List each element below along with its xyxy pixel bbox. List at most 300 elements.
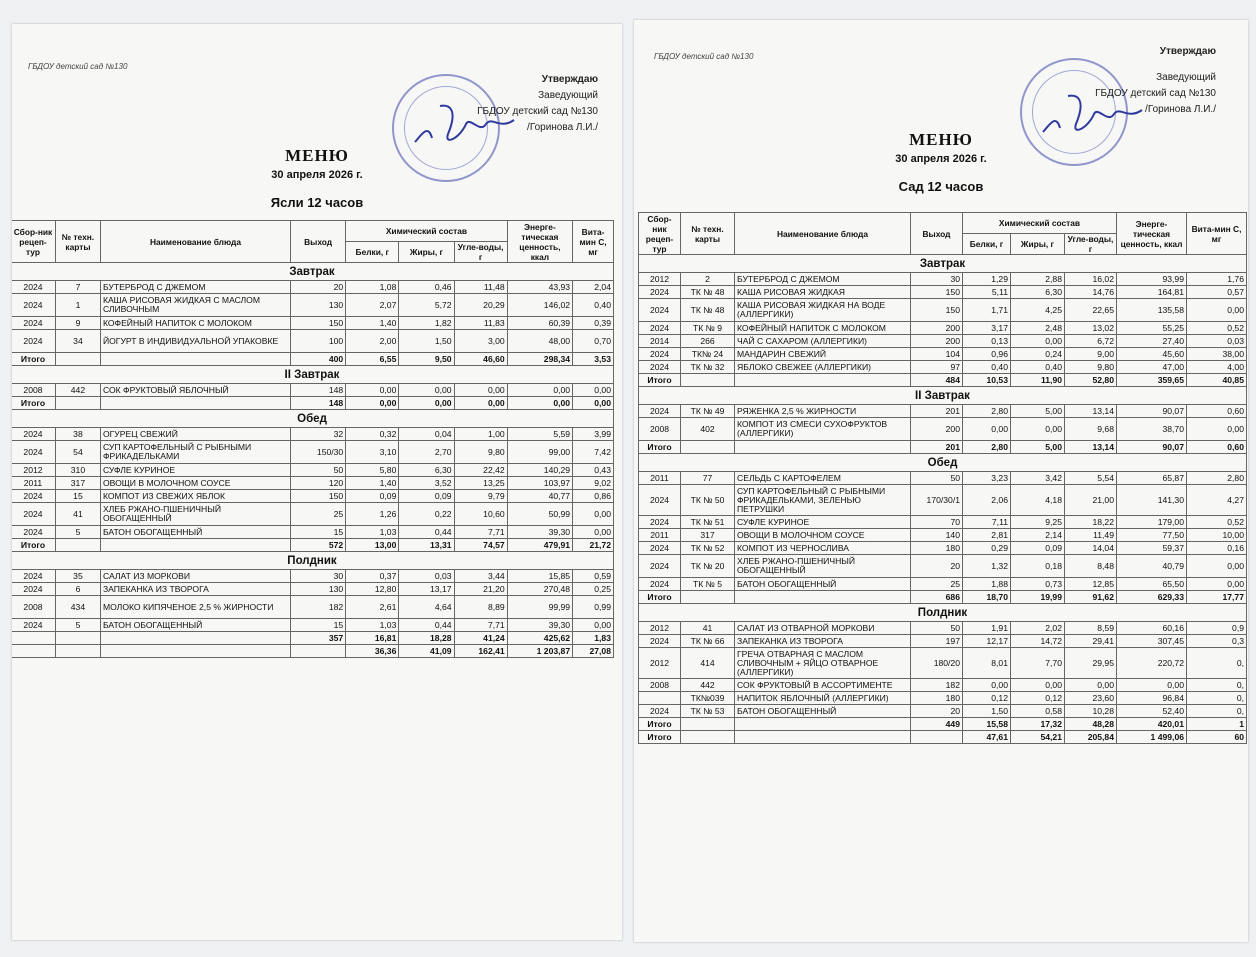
energy-cell: 47,00: [1117, 361, 1187, 374]
tech-card-cell: ТК№039: [681, 692, 735, 705]
carbs-cell: 74,57: [454, 539, 507, 552]
portion-cell: 30: [291, 570, 346, 583]
dish-name-cell: ЗАПЕКАНКА ИЗ ТВОРОГА: [100, 583, 290, 596]
proteins-cell: 3,10: [346, 441, 399, 464]
table-row: [12, 619, 614, 632]
portion-cell: 201: [911, 405, 963, 418]
fats-cell: 2,88: [1011, 273, 1065, 286]
proteins-cell: 0,32: [346, 428, 399, 441]
proteins-cell: 0,00: [963, 418, 1011, 441]
dish-name-cell: ОВОЩИ В МОЛОЧНОМ СОУСЕ: [735, 529, 911, 542]
recipe-collection-cell: 2008: [12, 596, 55, 619]
dish-name-cell: МОЛОКО КИПЯЧЕНОЕ 2,5 % ЖИРНОСТИ: [100, 596, 290, 619]
total-row: [639, 374, 1247, 387]
carbs-cell: 48,28: [1065, 718, 1117, 731]
carbs-cell: 9,80: [454, 441, 507, 464]
fats-cell: 0,09: [1011, 542, 1065, 555]
fats-cell: 3,52: [399, 477, 454, 490]
table-row: [639, 485, 1247, 516]
portion-cell: 25: [291, 503, 346, 526]
proteins-cell: 6,55: [346, 353, 399, 366]
vitamin-c-cell: 0,: [1187, 705, 1247, 718]
approval-position: Заведующий: [538, 90, 598, 101]
energy-cell: 99,99: [507, 596, 572, 619]
recipe-collection-cell: 2012: [639, 648, 681, 679]
portion-cell: 201: [911, 441, 963, 454]
proteins-cell: 0,12: [963, 692, 1011, 705]
carbs-cell: 11,49: [1065, 529, 1117, 542]
dish-name-cell: КОМПОТ ИЗ ЧЕРНОСЛИВА: [735, 542, 911, 555]
recipe-collection-cell: 2024: [639, 322, 681, 335]
tech-card-cell: 77: [681, 472, 735, 485]
energy-cell: 99,00: [507, 441, 572, 464]
header-dish-name: Наименование блюда: [735, 213, 911, 255]
proteins-cell: 3,17: [963, 322, 1011, 335]
vitamin-c-cell: 0,00: [1187, 578, 1247, 591]
recipe-collection-cell: 2024: [639, 405, 681, 418]
table-row: [12, 428, 614, 441]
dish-name-cell: БУТЕРБРОД С ДЖЕМОМ: [100, 281, 290, 294]
fats-cell: 2,02: [1011, 622, 1065, 635]
recipe-collection-cell: 2024: [12, 526, 55, 539]
carbs-cell: 14,76: [1065, 286, 1117, 299]
dish-name-cell: БУТЕРБРОД С ДЖЕМОМ: [735, 273, 911, 286]
portion-cell: 120: [291, 477, 346, 490]
proteins-cell: 36,36: [346, 645, 399, 658]
recipe-collection-cell: 2024: [639, 516, 681, 529]
fats-cell: 0,12: [1011, 692, 1065, 705]
vitamin-c-cell: 27,08: [573, 645, 614, 658]
proteins-cell: 0,00: [346, 397, 399, 410]
recipe-collection-cell: Итого: [12, 539, 55, 552]
vitamin-c-cell: 4,27: [1187, 485, 1247, 516]
fats-cell: 14,72: [1011, 635, 1065, 648]
tech-card-cell: 317: [55, 477, 100, 490]
table-row: [639, 335, 1247, 348]
proteins-cell: 2,61: [346, 596, 399, 619]
proteins-cell: 1,03: [346, 619, 399, 632]
vitamin-c-cell: 0,60: [1187, 405, 1247, 418]
tech-card-cell: [681, 731, 735, 744]
vitamin-c-cell: 0,: [1187, 648, 1247, 679]
recipe-collection-cell: 2024: [12, 330, 55, 353]
carbs-cell: 46,60: [454, 353, 507, 366]
tech-card-cell: ТК № 49: [681, 405, 735, 418]
vitamin-c-cell: 0,70: [573, 330, 614, 353]
tech-card-cell: 41: [681, 622, 735, 635]
carbs-cell: 13,02: [1065, 322, 1117, 335]
carbs-cell: 8,89: [454, 596, 507, 619]
recipe-collection-cell: 2024: [12, 570, 55, 583]
tech-card-cell: 434: [55, 596, 100, 619]
recipe-collection-cell: 2024: [639, 348, 681, 361]
tech-card-cell: [55, 539, 100, 552]
vitamin-c-cell: 4,00: [1187, 361, 1247, 374]
portion-cell: 180: [911, 542, 963, 555]
portion-cell: 170/30/1: [911, 485, 963, 516]
vitamin-c-cell: 21,72: [573, 539, 614, 552]
recipe-collection-cell: 2024: [12, 428, 55, 441]
energy-cell: 52,40: [1117, 705, 1187, 718]
carbs-cell: 13,25: [454, 477, 507, 490]
fats-cell: 54,21: [1011, 731, 1065, 744]
recipe-collection-cell: 2024: [639, 485, 681, 516]
portion-cell: 150: [291, 317, 346, 330]
energy-cell: 629,33: [1117, 591, 1187, 604]
recipe-collection-cell: 2014: [639, 335, 681, 348]
tech-card-cell: 41: [55, 503, 100, 526]
vitamin-c-cell: 0,00: [573, 526, 614, 539]
tech-card-cell: 310: [55, 464, 100, 477]
table-row: [639, 555, 1247, 578]
proteins-cell: 1,91: [963, 622, 1011, 635]
energy-cell: 0,00: [1117, 679, 1187, 692]
table-row: [639, 472, 1247, 485]
recipe-collection-cell: 2024: [639, 361, 681, 374]
tech-card-cell: 35: [55, 570, 100, 583]
approval-heading: Утверждаю: [1159, 46, 1216, 57]
proteins-cell: 16,81: [346, 632, 399, 645]
table-row: [639, 692, 1247, 705]
carbs-cell: 10,28: [1065, 705, 1117, 718]
fats-cell: 13,31: [399, 539, 454, 552]
fats-cell: 7,70: [1011, 648, 1065, 679]
total-row: [639, 591, 1247, 604]
table-row: [639, 635, 1247, 648]
total-row: [12, 632, 614, 645]
carbs-cell: 14,04: [1065, 542, 1117, 555]
carbs-cell: 91,62: [1065, 591, 1117, 604]
recipe-collection-cell: 2024: [12, 503, 55, 526]
vitamin-c-cell: 3,99: [573, 428, 614, 441]
vitamin-c-cell: 40,85: [1187, 374, 1247, 387]
meal-section-title: Полдник: [12, 552, 614, 570]
energy-cell: 103,97: [507, 477, 572, 490]
vitamin-c-cell: 0,59: [573, 570, 614, 583]
energy-cell: 39,30: [507, 526, 572, 539]
portion-cell: 30: [911, 273, 963, 286]
table-row: [12, 490, 614, 503]
table-row: [639, 516, 1247, 529]
organization-name: ГБДОУ детский сад №130: [28, 62, 128, 71]
vitamin-c-cell: 0,40: [573, 294, 614, 317]
tech-card-cell: 38: [55, 428, 100, 441]
vitamin-c-cell: 17,77: [1187, 591, 1247, 604]
fats-cell: 6,30: [399, 464, 454, 477]
menu-table: [12, 220, 614, 658]
table-row: [639, 705, 1247, 718]
proteins-cell: 1,71: [963, 299, 1011, 322]
header-proteins: Белки, г: [963, 234, 1011, 255]
energy-cell: 140,29: [507, 464, 572, 477]
approval-organization: ГБДОУ детский сад №130: [477, 106, 598, 117]
carbs-cell: 13,14: [1065, 441, 1117, 454]
carbs-cell: 21,00: [1065, 485, 1117, 516]
fats-cell: 0,04: [399, 428, 454, 441]
energy-cell: 0,00: [507, 397, 572, 410]
fats-cell: 0,58: [1011, 705, 1065, 718]
dish-name-cell: КОФЕЙНЫЙ НАПИТОК С МОЛОКОМ: [100, 317, 290, 330]
vitamin-c-cell: 2,80: [1187, 472, 1247, 485]
dish-name-cell: ГРЕЧА ОТВАРНАЯ С МАСЛОМ СЛИВОЧНЫМ + ЯЙЦО ОТВАРНОЕ (АЛЛЕРГИКИ): [735, 648, 911, 679]
meal-section-title: Завтрак: [639, 255, 1247, 273]
portion-cell: 15: [291, 526, 346, 539]
meal-section-title: Обед: [12, 410, 614, 428]
carbs-cell: 5,54: [1065, 472, 1117, 485]
energy-cell: 141,30: [1117, 485, 1187, 516]
energy-cell: 40,79: [1117, 555, 1187, 578]
carbs-cell: 162,41: [454, 645, 507, 658]
total-row: [12, 645, 614, 658]
energy-cell: 359,65: [1117, 374, 1187, 387]
proteins-cell: 1,03: [346, 526, 399, 539]
dish-name-cell: [100, 645, 290, 658]
fats-cell: 0,73: [1011, 578, 1065, 591]
proteins-cell: 1,29: [963, 273, 1011, 286]
fats-cell: 0,00: [399, 397, 454, 410]
vitamin-c-cell: 0,25: [573, 583, 614, 596]
carbs-cell: 205,84: [1065, 731, 1117, 744]
tech-card-cell: [681, 718, 735, 731]
header-energy: Энерге-тическая ценность, ккал: [1117, 213, 1187, 255]
carbs-cell: 0,00: [454, 397, 507, 410]
menu-table: [638, 212, 1247, 744]
portion-cell: 150/30: [291, 441, 346, 464]
fats-cell: 0,44: [399, 619, 454, 632]
recipe-collection-cell: Итого: [639, 731, 681, 744]
vitamin-c-cell: 1,76: [1187, 273, 1247, 286]
energy-cell: 298,34: [507, 353, 572, 366]
tech-card-cell: ТК № 20: [681, 555, 735, 578]
dish-name-cell: КОФЕЙНЫЙ НАПИТОК С МОЛОКОМ: [735, 322, 911, 335]
recipe-collection-cell: [639, 692, 681, 705]
header-tech-card: № техн. карты: [681, 213, 735, 255]
dish-name-cell: СЕЛЬДЬ С КАРТОФЕЛЕМ: [735, 472, 911, 485]
portion-cell: 50: [911, 472, 963, 485]
energy-cell: 60,16: [1117, 622, 1187, 635]
vitamin-c-cell: 0,86: [573, 490, 614, 503]
tech-card-cell: 266: [681, 335, 735, 348]
carbs-cell: 11,48: [454, 281, 507, 294]
meal-section-title: Завтрак: [12, 263, 614, 281]
vitamin-c-cell: 0,39: [573, 317, 614, 330]
carbs-cell: 9,80: [1065, 361, 1117, 374]
vitamin-c-cell: 1,83: [573, 632, 614, 645]
dish-name-cell: КОМПОТ ИЗ СВЕЖИХ ЯБЛОК: [100, 490, 290, 503]
dish-name-cell: ХЛЕБ РЖАНО-ПШЕНИЧНЫЙ ОБОГАЩЕННЫЙ: [100, 503, 290, 526]
fats-cell: 0,24: [1011, 348, 1065, 361]
fats-cell: 4,25: [1011, 299, 1065, 322]
carbs-cell: 9,79: [454, 490, 507, 503]
energy-cell: 27,40: [1117, 335, 1187, 348]
table-row: [12, 441, 614, 464]
recipe-collection-cell: Итого: [12, 353, 55, 366]
fats-cell: 4,18: [1011, 485, 1065, 516]
proteins-cell: 15,58: [963, 718, 1011, 731]
proteins-cell: 1,40: [346, 477, 399, 490]
header-energy: Энерге-тическая ценность, ккал: [507, 221, 572, 263]
menu-date: 30 апреля 2026 г.: [895, 153, 987, 165]
dish-name-cell: [735, 441, 911, 454]
carbs-cell: 29,95: [1065, 648, 1117, 679]
tech-card-cell: ТК № 51: [681, 516, 735, 529]
recipe-collection-cell: 2024: [12, 294, 55, 317]
header-portion: Выход: [911, 213, 963, 255]
recipe-collection-cell: 2012: [639, 622, 681, 635]
proteins-cell: 0,09: [346, 490, 399, 503]
energy-cell: 5,59: [507, 428, 572, 441]
dish-name-cell: ХЛЕБ РЖАНО-ПШЕНИЧНЫЙ ОБОГАЩЕННЫЙ: [735, 555, 911, 578]
recipe-collection-cell: 2024: [639, 542, 681, 555]
dish-name-cell: БАТОН ОБОГАЩЕННЫЙ: [100, 619, 290, 632]
proteins-cell: 12,17: [963, 635, 1011, 648]
tech-card-cell: ТК № 50: [681, 485, 735, 516]
proteins-cell: 47,61: [963, 731, 1011, 744]
tech-card-cell: 317: [681, 529, 735, 542]
carbs-cell: 0,00: [1065, 679, 1117, 692]
fats-cell: 9,25: [1011, 516, 1065, 529]
tech-card-cell: 6: [55, 583, 100, 596]
recipe-collection-cell: 2024: [639, 705, 681, 718]
table-row: [639, 679, 1247, 692]
recipe-collection-cell: 2008: [639, 679, 681, 692]
menu-group: Ясли 12 часов: [270, 195, 364, 210]
portion-cell: 572: [291, 539, 346, 552]
energy-cell: 179,00: [1117, 516, 1187, 529]
portion-cell: 70: [911, 516, 963, 529]
energy-cell: 146,02: [507, 294, 572, 317]
fats-cell: 11,90: [1011, 374, 1065, 387]
dish-name-cell: МАНДАРИН СВЕЖИЙ: [735, 348, 911, 361]
recipe-collection-cell: 2012: [639, 273, 681, 286]
meal-section-title: II Завтрак: [639, 387, 1247, 405]
fats-cell: 6,30: [1011, 286, 1065, 299]
fats-cell: 0,00: [399, 384, 454, 397]
approval-position: Заведующий: [1156, 72, 1216, 83]
fats-cell: 0,18: [1011, 555, 1065, 578]
recipe-collection-cell: 2024: [639, 299, 681, 322]
tech-card-cell: 54: [55, 441, 100, 464]
fats-cell: 17,32: [1011, 718, 1065, 731]
fats-cell: 2,70: [399, 441, 454, 464]
proteins-cell: 1,40: [346, 317, 399, 330]
recipe-collection-cell: 2008: [12, 384, 55, 397]
vitamin-c-cell: 0,16: [1187, 542, 1247, 555]
dish-name-cell: РЯЖЕНКА 2,5 % ЖИРНОСТИ: [735, 405, 911, 418]
recipe-collection-cell: [12, 632, 55, 645]
portion-cell: 50: [291, 464, 346, 477]
portion-cell: 130: [291, 294, 346, 317]
table-row: [639, 648, 1247, 679]
header-proteins: Белки, г: [346, 242, 399, 263]
header-portion: Выход: [291, 221, 346, 263]
recipe-collection-cell: 2024: [12, 490, 55, 503]
energy-cell: 93,99: [1117, 273, 1187, 286]
tech-card-cell: [681, 374, 735, 387]
proteins-cell: 0,29: [963, 542, 1011, 555]
fats-cell: 0,00: [1011, 679, 1065, 692]
portion-cell: 449: [911, 718, 963, 731]
portion-cell: 148: [291, 384, 346, 397]
table-row: [639, 322, 1247, 335]
proteins-cell: 2,80: [963, 405, 1011, 418]
table-row: [12, 570, 614, 583]
fats-cell: 2,14: [1011, 529, 1065, 542]
portion-cell: 15: [291, 619, 346, 632]
recipe-collection-cell: 2024: [639, 286, 681, 299]
carbs-cell: 8,48: [1065, 555, 1117, 578]
fats-cell: 0,09: [399, 490, 454, 503]
fats-cell: 4,64: [399, 596, 454, 619]
tech-card-cell: ТК № 53: [681, 705, 735, 718]
proteins-cell: 13,00: [346, 539, 399, 552]
header-chemical-composition: Химический состав: [346, 221, 507, 242]
vitamin-c-cell: 7,42: [573, 441, 614, 464]
tech-card-cell: [55, 397, 100, 410]
recipe-collection-cell: 2024: [639, 635, 681, 648]
meal-section-header: [12, 552, 614, 570]
proteins-cell: 2,81: [963, 529, 1011, 542]
carbs-cell: 23,60: [1065, 692, 1117, 705]
table-row: [12, 464, 614, 477]
proteins-cell: 1,50: [963, 705, 1011, 718]
table-row: [12, 330, 614, 353]
fats-cell: 0,46: [399, 281, 454, 294]
energy-cell: 39,30: [507, 619, 572, 632]
portion-cell: 182: [291, 596, 346, 619]
menu-title: МЕНЮ: [909, 130, 973, 149]
proteins-cell: 12,80: [346, 583, 399, 596]
vitamin-c-cell: 0,00: [1187, 418, 1247, 441]
table-row: [12, 596, 614, 619]
dish-name-cell: ЧАЙ С САХАРОМ (АЛЛЕРГИКИ): [735, 335, 911, 348]
dish-name-cell: [100, 353, 290, 366]
recipe-collection-cell: Итого: [639, 374, 681, 387]
recipe-collection-cell: 2024: [12, 317, 55, 330]
proteins-cell: 2,06: [963, 485, 1011, 516]
dish-name-cell: БАТОН ОБОГАЩЕННЫЙ: [100, 526, 290, 539]
tech-card-cell: 5: [55, 526, 100, 539]
energy-cell: 48,00: [507, 330, 572, 353]
table-row: [12, 503, 614, 526]
organization-name: ГБДОУ детский сад №130: [654, 52, 754, 61]
fats-cell: 9,50: [399, 353, 454, 366]
recipe-collection-cell: Итого: [639, 441, 681, 454]
table-row: [12, 526, 614, 539]
energy-cell: 40,77: [507, 490, 572, 503]
portion-cell: 50: [911, 622, 963, 635]
fats-cell: 1,50: [399, 330, 454, 353]
energy-cell: 38,70: [1117, 418, 1187, 441]
portion-cell: 197: [911, 635, 963, 648]
table-row: [639, 348, 1247, 361]
fats-cell: 1,82: [399, 317, 454, 330]
carbs-cell: 41,24: [454, 632, 507, 645]
carbs-cell: 18,22: [1065, 516, 1117, 529]
portion-cell: 484: [911, 374, 963, 387]
table-row: [12, 384, 614, 397]
portion-cell: 100: [291, 330, 346, 353]
recipe-collection-cell: Итого: [12, 397, 55, 410]
header-vitamin-c: Вита-мин С, мг: [573, 221, 614, 263]
carbs-cell: 16,02: [1065, 273, 1117, 286]
tech-card-cell: 442: [681, 679, 735, 692]
approval-heading: Утверждаю: [541, 74, 598, 85]
proteins-cell: 2,00: [346, 330, 399, 353]
energy-cell: 220,72: [1117, 648, 1187, 679]
dish-name-cell: [100, 632, 290, 645]
recipe-collection-cell: 2011: [639, 472, 681, 485]
